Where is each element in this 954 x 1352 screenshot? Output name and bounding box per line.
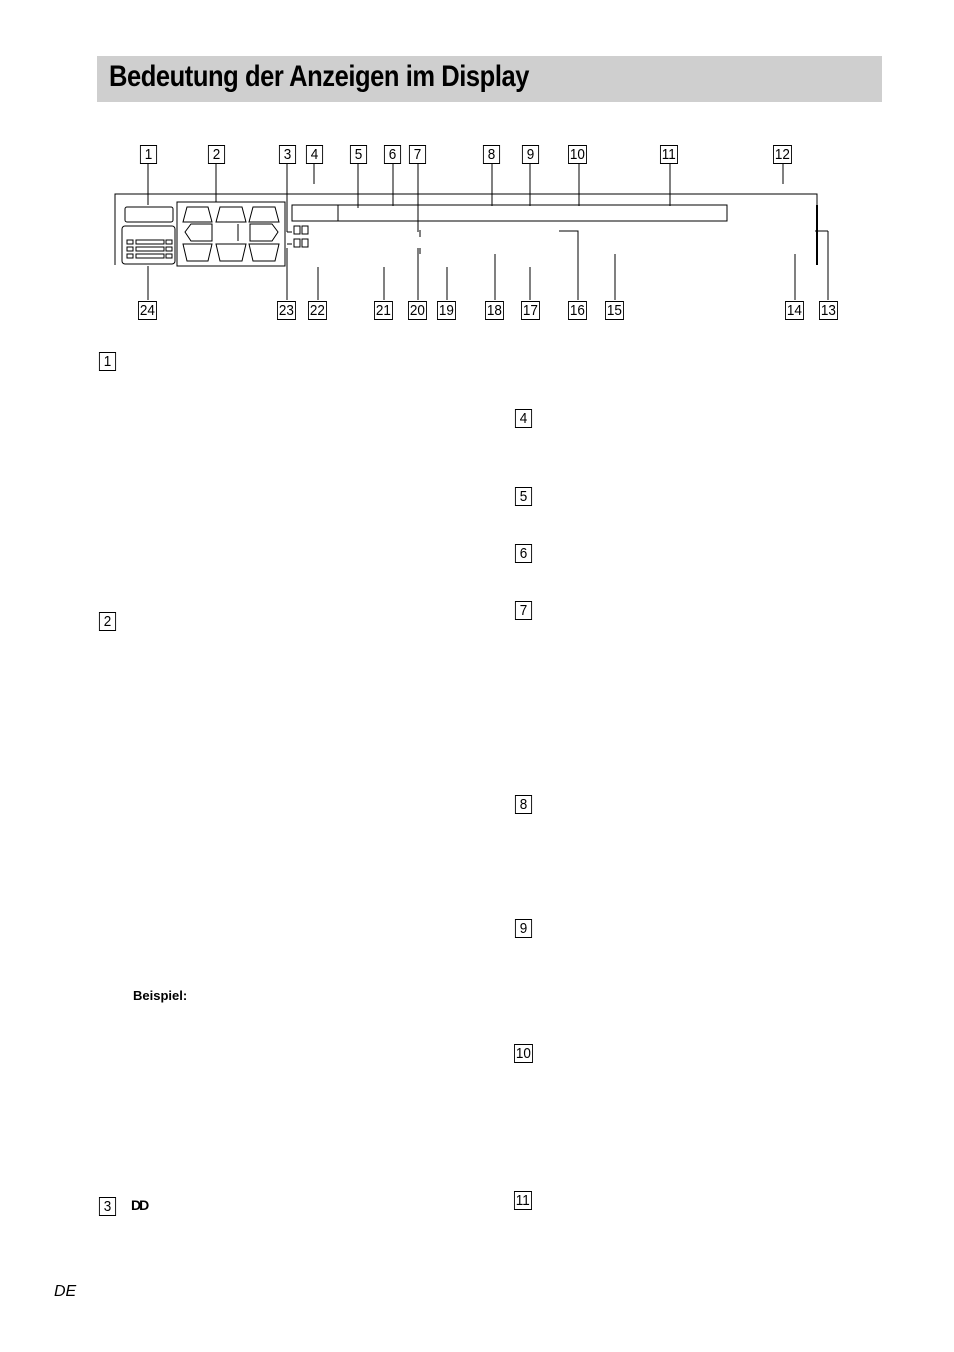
callout-16: 16 bbox=[569, 302, 585, 319]
display-diagram bbox=[0, 0, 954, 340]
callout-11: 11 bbox=[661, 146, 676, 163]
callout-18: 18 bbox=[486, 302, 502, 319]
item-marker-8: 8 bbox=[515, 795, 532, 814]
callout-22: 22 bbox=[309, 302, 325, 319]
callout-23: 23 bbox=[278, 302, 294, 319]
item-marker-10: 10 bbox=[515, 1045, 531, 1062]
dolby-digital-symbol: DD bbox=[131, 1197, 148, 1213]
left-indicator-box bbox=[125, 207, 173, 222]
callout-3: 3 bbox=[279, 145, 296, 164]
callout-12: 12 bbox=[774, 146, 790, 163]
callout-6: 6 bbox=[384, 145, 401, 164]
language-marker: DE bbox=[54, 1283, 77, 1300]
callout-13: 13 bbox=[820, 302, 836, 319]
callout-19: 19 bbox=[438, 302, 454, 319]
level-meter-box bbox=[122, 226, 175, 264]
callout-5: 5 bbox=[350, 145, 367, 164]
callout-17: 17 bbox=[522, 302, 538, 319]
item-marker-9: 9 bbox=[515, 919, 532, 938]
item-marker-1: 1 bbox=[99, 352, 116, 371]
callout-8: 8 bbox=[483, 145, 500, 164]
callout-15: 15 bbox=[606, 302, 622, 319]
callout-20: 20 bbox=[409, 302, 425, 319]
page-title: Bedeutung der Anzeigen im Display bbox=[109, 60, 530, 93]
callout-14: 14 bbox=[786, 302, 802, 319]
item-marker-4: 4 bbox=[515, 409, 532, 428]
item-marker-7: 7 bbox=[515, 601, 532, 620]
channel-group-box bbox=[177, 202, 285, 266]
item-marker-6: 6 bbox=[515, 544, 532, 563]
callout-9: 9 bbox=[522, 145, 539, 164]
display-panel-illustration bbox=[0, 0, 954, 340]
callout-21: 21 bbox=[375, 302, 391, 319]
section-title-bar bbox=[97, 56, 882, 102]
display-frame bbox=[115, 194, 817, 265]
item-marker-3: 3 bbox=[99, 1197, 116, 1216]
dot-matrix-bar bbox=[292, 205, 727, 221]
callout-10: 10 bbox=[569, 146, 585, 163]
callout-24: 24 bbox=[139, 302, 155, 319]
item-marker-2: 2 bbox=[99, 612, 116, 631]
item-marker-11: 11 bbox=[515, 1192, 530, 1209]
callout-2: 2 bbox=[208, 145, 225, 164]
example-label: Beispiel: bbox=[133, 988, 188, 1003]
callout-7: 7 bbox=[409, 145, 426, 164]
item-marker-5: 5 bbox=[515, 487, 532, 506]
callout-1: 1 bbox=[140, 145, 157, 164]
callout-4: 4 bbox=[306, 145, 323, 164]
